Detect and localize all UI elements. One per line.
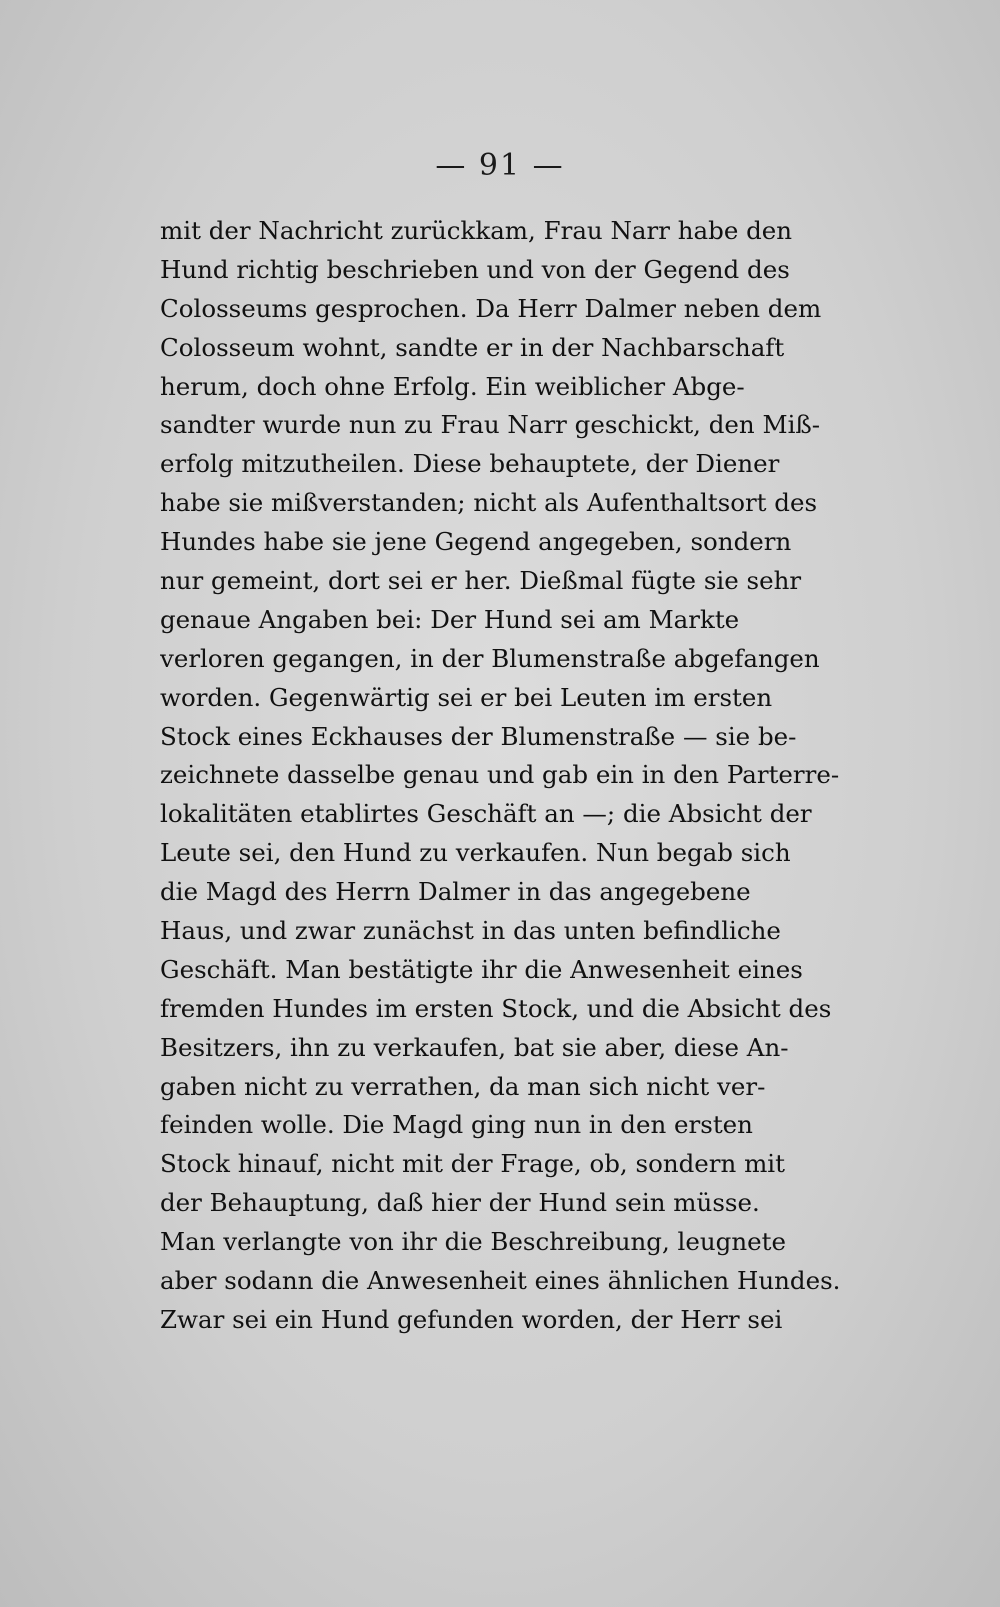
text-line: Stock hinauf, nicht mit der Frage, ob, sondern mit	[160, 1149, 785, 1179]
text-line: fremden Hundes im ersten Stock, und die Absicht des	[160, 993, 832, 1023]
page-number: — 91 —	[435, 148, 565, 183]
text-line: erfolg mitzutheilen. Diese behauptete, der Diener	[160, 449, 780, 479]
text-line: sandter wurde nun zu Frau Narr geschickt, den Miß-	[160, 410, 821, 440]
text-line: Colosseums gesprochen. Da Herr Dalmer neben dem	[160, 293, 822, 323]
text-line: mit der Nachricht zurückkam, Frau Narr habe den	[160, 216, 793, 245]
text-line: Leute sei, den Hund zu verkaufen. Nun begab sich	[160, 838, 791, 868]
text-line: aber sodann die Anwesenheit eines ähnlichen Hundes.	[160, 1266, 841, 1296]
text-line: nur gemeint, dort sei er her. Dießmal fügte sie sehr	[160, 566, 802, 596]
text-line: feinden wolle. Die Magd ging nun in den ersten	[160, 1110, 753, 1140]
text-line: worden. Gegenwärtig sei er bei Leuten im ersten	[160, 682, 773, 712]
text-line: genaue Angaben bei: Der Hund sei am Markte	[160, 604, 740, 634]
text-line: Haus, und zwar zunächst in das unten befindliche	[160, 916, 781, 946]
text-line: Zwar sei ein Hund gefunden worden, der Herr sei	[160, 1304, 783, 1334]
text-line: gaben nicht zu verrathen, da man sich nicht ver-	[160, 1071, 766, 1101]
text-line: die Magd des Herrn Dalmer in das angegebene	[160, 877, 751, 907]
text-line: Stock eines Eckhauses der Blumenstraße — sie be-	[160, 721, 797, 751]
body-text	[160, 212, 870, 1340]
text-line: Colosseum wohnt, sandte er in der Nachbarschaft	[160, 332, 785, 362]
text-line: Hundes habe sie jene Gegend angegeben, sondern	[160, 527, 792, 557]
text-line: Hund richtig beschrieben und von der Gegend des	[160, 254, 790, 284]
text-line: verloren gegangen, in der Blumenstraße abgefangen	[160, 643, 820, 673]
text-line: zeichnete dasselbe genau und gab ein in den Parterre-	[160, 760, 840, 790]
text-line: habe sie mißverstanden; nicht als Aufenthaltsort des	[160, 488, 818, 518]
text-line: lokalitäten etablirtes Geschäft an —; die Absicht der	[160, 799, 812, 829]
text-line: Geschäft. Man bestätigte ihr die Anwesenheit eines	[160, 954, 803, 984]
text-line: Besitzers, ihn zu verkaufen, bat sie aber, diese An-	[160, 1032, 789, 1062]
text-line: Man verlangte von ihr die Beschreibung, leugnete	[160, 1227, 786, 1257]
text-line: der Behauptung, daß hier der Hund sein müsse.	[160, 1188, 760, 1218]
text-line: herum, doch ohne Erfolg. Ein weiblicher Abge-	[160, 371, 745, 401]
